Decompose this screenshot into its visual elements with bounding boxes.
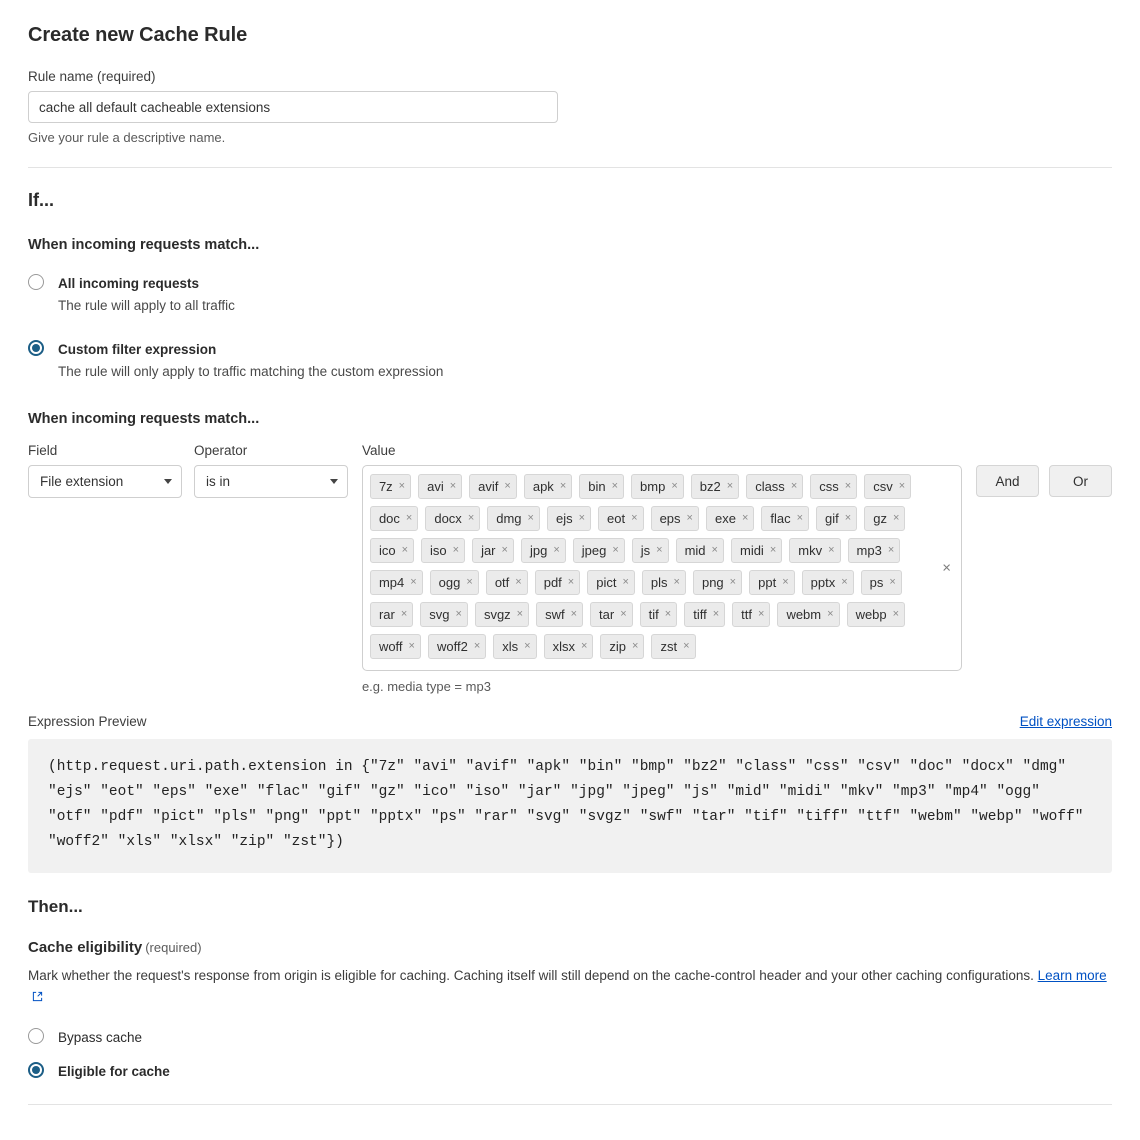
value-token-label: gz [873, 511, 887, 527]
rule-name-label: Rule name (required) [28, 69, 156, 84]
value-token[interactable] [421, 538, 465, 563]
if-heading: If... [28, 190, 54, 210]
expression-preview-text: (http.request.uri.path.extension in {"7z" "avi" "avif" "apk" "bin" "bmp" "bz2" "class" "css" "csv" "doc" "docx" "dmg" "ejs" "eot" "eps" "exe" "flac" "gif" "gz" "ico" "iso" "jar" "jpg" "jpeg" "js" "mid" "midi" "mkv" "mp3" "mp4" "ogg" "otf" "pdf" "pict" "pls" "png" "ppt" "pptx" "ps" "rar" "svg" "svgz" "swf" "tar" "tif" "tiff" "ttf" "webm" "webp" "woff" "woff2" "xls" "xlsx" "zip" "zst"}) [28, 739, 1112, 873]
value-token-label: zip [609, 639, 627, 655]
matcher-row [28, 443, 1112, 694]
value-token[interactable] [418, 474, 462, 499]
value-token[interactable] [693, 570, 742, 595]
value-token[interactable] [590, 602, 633, 627]
field-label: Field [28, 443, 58, 459]
remove-token-icon[interactable]: × [570, 608, 578, 621]
value-token[interactable] [706, 506, 754, 531]
value-token-label: woff2 [436, 639, 468, 655]
radio-eligible-for-cache[interactable] [28, 1061, 1112, 1082]
value-token[interactable] [691, 474, 739, 499]
value-token-label: jpg [529, 543, 548, 559]
remove-token-icon[interactable]: × [741, 512, 749, 525]
value-token-label: doc [378, 511, 400, 527]
value-token-label: bin [588, 479, 606, 495]
remove-token-icon[interactable]: × [686, 512, 693, 525]
learn-more-link[interactable]: Learn more [1037, 968, 1107, 983]
value-token[interactable] [420, 602, 468, 627]
remove-token-icon[interactable]: × [559, 480, 567, 493]
page-title: Create new Cache Rule [28, 24, 248, 46]
remove-token-icon[interactable]: × [758, 608, 765, 621]
value-token[interactable] [544, 634, 594, 659]
value-token-label: zst [660, 639, 678, 655]
value-token[interactable] [370, 634, 421, 659]
value-token[interactable] [651, 634, 695, 659]
value-token-label: mp3 [856, 543, 882, 559]
field-select[interactable] [28, 465, 182, 498]
bottom-divider [28, 1104, 1112, 1105]
value-token-input[interactable] [362, 465, 962, 671]
value-token[interactable] [632, 538, 669, 563]
cache-eligibility-label [28, 939, 1112, 956]
value-token[interactable] [370, 474, 411, 499]
value-token[interactable] [573, 538, 625, 563]
value-token[interactable] [524, 474, 572, 499]
value-token-label: tif [648, 607, 659, 623]
value-token-label: pict [596, 575, 617, 591]
value-token-label: eot [607, 511, 626, 527]
remove-token-icon[interactable]: × [501, 544, 508, 557]
remove-token-icon[interactable]: × [673, 576, 680, 589]
value-token[interactable] [521, 538, 566, 563]
value-token[interactable] [746, 474, 803, 499]
remove-token-icon[interactable]: × [671, 480, 678, 493]
value-token-label: ps [869, 575, 884, 591]
chevron-down-icon [330, 479, 338, 484]
remove-token-icon[interactable]: × [524, 640, 531, 653]
value-token[interactable] [777, 602, 839, 627]
remove-token-icon[interactable]: × [473, 640, 481, 653]
value-token[interactable] [370, 538, 414, 563]
remove-token-icon[interactable]: × [622, 576, 629, 589]
radio-icon[interactable] [28, 340, 44, 356]
remove-token-icon[interactable]: × [796, 512, 804, 525]
token-list [370, 474, 940, 659]
remove-token-icon[interactable]: × [611, 480, 619, 493]
value-token-label: avif [478, 479, 499, 495]
remove-token-icon[interactable]: × [782, 576, 789, 589]
value-token[interactable] [425, 506, 480, 531]
value-token-label: gif [825, 511, 839, 527]
value-token-label: csv [873, 479, 893, 495]
remove-token-icon[interactable]: × [790, 480, 798, 493]
value-token-label: avi [427, 479, 444, 495]
matcher-heading: When incoming requests match... [28, 411, 260, 428]
external-link-icon [32, 988, 43, 1009]
value-token[interactable] [370, 570, 423, 595]
radio-all-incoming-requests-desc: The rule will apply to all traffic [58, 297, 235, 313]
value-token-label: woff [378, 639, 403, 655]
remove-token-icon[interactable]: × [400, 608, 408, 621]
remove-token-icon[interactable]: × [712, 608, 720, 621]
value-token[interactable] [469, 474, 517, 499]
rule-name-help: Give your rule a descriptive name. [28, 130, 226, 145]
remove-token-icon[interactable]: × [553, 544, 560, 557]
radio-icon[interactable] [28, 1062, 44, 1078]
value-token-label: mid [684, 543, 706, 559]
remove-token-icon[interactable]: × [729, 576, 737, 589]
value-token-label: bz2 [699, 479, 721, 495]
remove-token-icon[interactable]: × [827, 608, 834, 621]
remove-token-icon[interactable]: × [683, 640, 690, 653]
value-token-label: mkv [798, 543, 823, 559]
remove-token-icon[interactable]: × [467, 512, 475, 525]
remove-token-icon[interactable]: × [504, 480, 511, 493]
remove-token-icon[interactable]: × [401, 544, 408, 557]
value-token[interactable] [487, 506, 540, 531]
value-token-label: pdf [543, 575, 562, 591]
remove-token-icon[interactable]: × [892, 512, 900, 525]
logic-buttons [976, 465, 1112, 497]
value-token[interactable] [640, 602, 678, 627]
value-token[interactable] [676, 538, 724, 563]
expression-preview-label: Expression Preview [28, 714, 147, 730]
value-token-label: jpeg [581, 543, 607, 559]
remove-token-icon[interactable]: × [398, 480, 406, 493]
remove-token-icon[interactable]: × [452, 544, 460, 557]
value-token-label: docx [434, 511, 462, 527]
radio-icon[interactable] [28, 274, 44, 290]
remove-token-icon[interactable]: × [726, 480, 734, 493]
field-column [28, 443, 182, 498]
value-token-label: midi [739, 543, 764, 559]
remove-token-icon[interactable]: × [631, 512, 638, 525]
operator-select-value: is in [205, 474, 230, 490]
value-token-label: js [640, 543, 651, 559]
cache-eligibility-required: (required) [145, 940, 202, 955]
remove-token-icon[interactable]: × [889, 576, 896, 589]
value-token[interactable] [486, 570, 528, 595]
radio-eligible-for-cache-label: Eligible for cache [58, 1064, 170, 1080]
value-token[interactable] [761, 506, 809, 531]
value-token-label: dmg [496, 511, 522, 527]
value-token-label: svg [429, 607, 450, 623]
value-token[interactable] [370, 602, 413, 627]
remove-token-icon[interactable]: × [408, 640, 415, 653]
value-token-label: flac [770, 511, 791, 527]
value-token-label: webp [855, 607, 887, 623]
value-token[interactable] [810, 474, 857, 499]
value-token-label: class [755, 479, 785, 495]
radio-all-incoming-requests[interactable] [28, 273, 1112, 315]
radio-bypass-cache-label: Bypass cache [58, 1029, 143, 1045]
cache-eligibility-description-text: Mark whether the request's response from origin is eligible for caching. Caching itself will still depend on the cache-control header and your other caching configurations. [28, 968, 1038, 983]
value-token-label: eps [659, 511, 681, 527]
chevron-down-icon [164, 479, 172, 484]
remove-token-icon[interactable]: × [455, 608, 462, 621]
remove-token-icon[interactable]: × [828, 544, 835, 557]
value-token-label: tar [599, 607, 615, 623]
value-token-label: iso [430, 543, 447, 559]
value-token[interactable] [848, 538, 901, 563]
value-token[interactable] [535, 570, 581, 595]
value-column [362, 443, 962, 694]
cache-eligibility-title: Cache eligibility [28, 939, 143, 956]
value-token[interactable] [816, 506, 857, 531]
value-token[interactable] [600, 634, 644, 659]
radio-custom-filter-expression-desc: The rule will only apply to traffic matching the custom expression [58, 363, 444, 379]
value-token-label: 7z [378, 479, 393, 495]
value-token-label: jar [481, 543, 496, 559]
remove-token-icon[interactable]: × [567, 576, 575, 589]
value-token-label: pls [650, 575, 668, 591]
value-token[interactable] [493, 634, 536, 659]
remove-token-icon[interactable]: × [612, 544, 619, 557]
value-token-label: tiff [693, 607, 707, 623]
remove-token-icon[interactable]: × [887, 544, 895, 557]
value-token[interactable] [864, 474, 911, 499]
remove-token-icon[interactable]: × [466, 576, 473, 589]
remove-token-icon[interactable]: × [578, 512, 586, 525]
value-token[interactable] [536, 602, 583, 627]
value-token[interactable] [731, 538, 782, 563]
value-token-label: xlsx [552, 639, 575, 655]
remove-token-icon[interactable]: × [841, 576, 848, 589]
value-token[interactable] [642, 570, 686, 595]
value-token[interactable] [430, 570, 479, 595]
value-token-label: ogg [438, 575, 461, 591]
radio-all-incoming-requests-label: All incoming requests [58, 276, 200, 291]
value-token[interactable] [684, 602, 725, 627]
and-button[interactable]: And [976, 465, 1039, 497]
remove-token-icon[interactable]: × [656, 544, 663, 557]
if-subheading: When incoming requests match... [28, 237, 260, 253]
radio-custom-filter-expression-label: Custom filter expression [58, 342, 217, 358]
value-token-label: png [701, 575, 724, 591]
value-token[interactable] [864, 506, 905, 531]
remove-token-icon[interactable]: × [769, 544, 777, 557]
value-token-label: svgz [483, 607, 511, 623]
then-heading: Then... [28, 897, 83, 916]
divider [28, 167, 1112, 168]
value-token[interactable] [428, 634, 486, 659]
value-token-label: bmp [640, 479, 666, 495]
radio-bypass-cache[interactable] [28, 1027, 1112, 1048]
value-token[interactable] [472, 538, 514, 563]
value-hint: e.g. media type = mp3 [361, 679, 491, 695]
remove-token-icon[interactable]: × [664, 608, 672, 621]
value-label: Value [361, 443, 396, 459]
radio-custom-filter-expression[interactable] [28, 339, 1112, 381]
remove-token-icon[interactable]: × [620, 608, 627, 621]
value-token-label: pptx [810, 575, 836, 591]
remove-token-icon[interactable]: × [516, 608, 524, 621]
value-token-label: css [819, 479, 839, 495]
value-token-label: xls [502, 639, 519, 655]
remove-token-icon[interactable]: × [632, 640, 639, 653]
remove-token-icon[interactable]: × [527, 512, 534, 525]
value-token[interactable] [732, 602, 770, 627]
remove-token-icon[interactable]: × [405, 512, 413, 525]
value-token-label: mp4 [378, 575, 405, 591]
cache-eligibility-description [28, 966, 1112, 1009]
remove-token-icon[interactable]: × [844, 480, 852, 493]
value-token-label: apk [532, 479, 554, 495]
value-token-label: ttf [741, 607, 752, 623]
value-token-label: ppt [758, 575, 777, 591]
value-token[interactable] [587, 570, 635, 595]
remove-token-icon[interactable]: × [844, 512, 852, 525]
value-token[interactable] [789, 538, 840, 563]
remove-token-icon[interactable]: × [410, 576, 417, 589]
value-token-label: rar [378, 607, 395, 623]
value-token[interactable] [861, 570, 902, 595]
or-button[interactable]: Or [1049, 465, 1112, 497]
expression-preview-header [28, 714, 1112, 729]
value-token-label: ico [378, 543, 396, 559]
value-token-label: swf [545, 607, 565, 623]
value-token[interactable] [475, 602, 529, 627]
value-token-label: otf [494, 575, 510, 591]
operator-column [194, 443, 348, 498]
value-token-label: exe [714, 511, 736, 527]
value-token[interactable] [579, 474, 624, 499]
value-token[interactable] [802, 570, 854, 595]
operator-select[interactable] [194, 465, 348, 498]
radio-icon[interactable] [28, 1028, 44, 1044]
remove-token-icon[interactable]: × [515, 576, 522, 589]
remove-token-icon[interactable]: × [711, 544, 718, 557]
clear-all-icon[interactable]: × [942, 559, 951, 577]
value-token[interactable] [598, 506, 644, 531]
rule-name-input[interactable] [28, 91, 558, 123]
field-select-value: File extension [40, 474, 124, 490]
remove-token-icon[interactable]: × [898, 480, 906, 493]
operator-label: Operator [193, 443, 248, 459]
value-token[interactable] [749, 570, 795, 595]
value-token-label: ejs [555, 511, 573, 527]
value-token[interactable] [651, 506, 699, 531]
value-token[interactable] [370, 506, 418, 531]
edit-expression-link[interactable]: Edit expression [1019, 714, 1112, 730]
value-token[interactable] [547, 506, 591, 531]
value-token[interactable] [847, 602, 906, 627]
value-token-label: webm [786, 607, 822, 623]
value-token[interactable] [631, 474, 684, 499]
remove-token-icon[interactable]: × [580, 640, 588, 653]
remove-token-icon[interactable]: × [892, 608, 900, 621]
remove-token-icon[interactable]: × [449, 480, 457, 493]
